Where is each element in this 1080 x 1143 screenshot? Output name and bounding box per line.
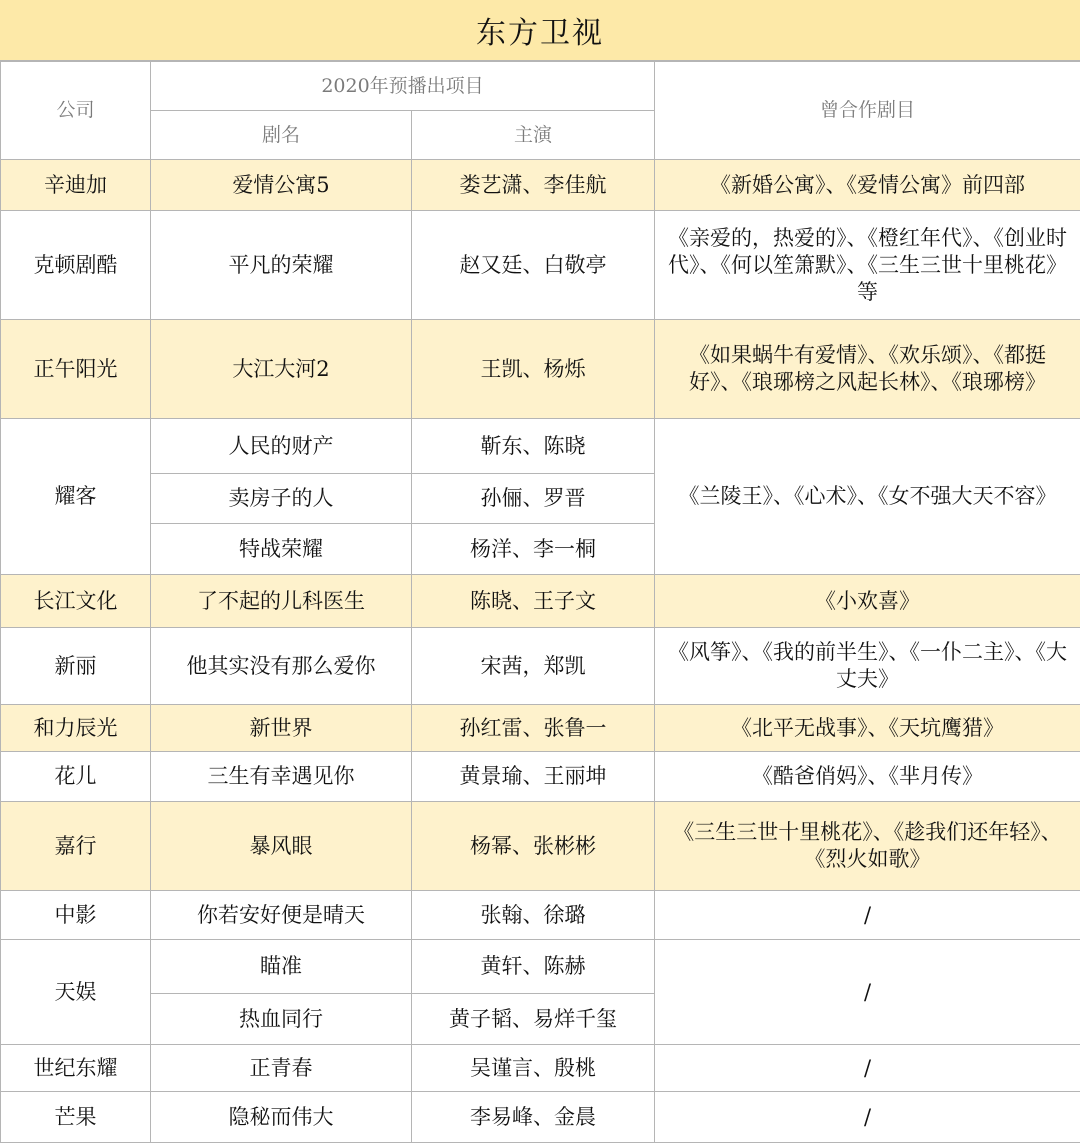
drama-table (0, 61, 1080, 1143)
drama-name-cell: 平凡的荣耀 (151, 211, 412, 320)
cast-cell: 张翰、徐璐 (412, 891, 655, 940)
company-cell: 世纪东耀 (1, 1045, 151, 1092)
cast-cell: 黄景瑜、王丽坤 (412, 752, 655, 802)
past-cooperation-cell: 《酷爸俏妈》、《芈月传》 (655, 752, 1080, 802)
cast-cell: 黄子韬、易烊千玺 (412, 994, 655, 1045)
drama-name-cell: 人民的财产 (151, 419, 412, 474)
cast-cell: 王凯、杨烁 (412, 320, 655, 419)
table-row (1, 575, 1080, 628)
table-row (1, 320, 1080, 419)
drama-name-cell: 特战荣耀 (151, 524, 412, 575)
cast-cell: 孙俪、罗晋 (412, 474, 655, 524)
company-cell: 天娱 (1, 940, 151, 1045)
past-cooperation-cell: / (655, 1045, 1080, 1092)
company-cell: 新丽 (1, 628, 151, 705)
header-projects-2020: 2020年预播出项目 (151, 62, 655, 111)
table-row (1, 705, 1080, 752)
table-row (1, 211, 1080, 320)
cast-cell: 吴谨言、殷桃 (412, 1045, 655, 1092)
table-row (1, 1092, 1080, 1143)
company-cell: 嘉行 (1, 802, 151, 891)
table-row (1, 1045, 1080, 1092)
company-cell: 克顿剧酷 (1, 211, 151, 320)
table-row (1, 802, 1080, 891)
cast-cell: 杨幂、张彬彬 (412, 802, 655, 891)
company-cell: 长江文化 (1, 575, 151, 628)
drama-name-cell: 正青春 (151, 1045, 412, 1092)
drama-name-cell: 你若安好便是晴天 (151, 891, 412, 940)
drama-name-cell: 大江大河2 (151, 320, 412, 419)
past-cooperation-cell: 《新婚公寓》、《爱情公寓》前四部 (655, 160, 1080, 211)
cast-cell: 杨洋、李一桐 (412, 524, 655, 575)
cast-cell: 孙红雷、张鲁一 (412, 705, 655, 752)
past-cooperation-cell: / (655, 1092, 1080, 1143)
company-cell: 花儿 (1, 752, 151, 802)
drama-name-cell: 卖房子的人 (151, 474, 412, 524)
past-cooperation-cell: 《亲爱的，热爱的》、《橙红年代》、《创业时代》、《何以笙箫默》、《三生三世十里桃花》等 (655, 211, 1080, 320)
past-cooperation-cell: / (655, 891, 1080, 940)
company-cell: 辛迪加 (1, 160, 151, 211)
past-cooperation-cell: / (655, 940, 1080, 1045)
company-cell: 中影 (1, 891, 151, 940)
cast-cell: 娄艺潇、李佳航 (412, 160, 655, 211)
cast-cell: 靳东、陈晓 (412, 419, 655, 474)
drama-name-cell: 暴风眼 (151, 802, 412, 891)
drama-name-cell: 瞄准 (151, 940, 412, 994)
past-cooperation-cell: 《如果蜗牛有爱情》、《欢乐颂》、《都挺好》、《琅琊榜之风起长林》、《琅琊榜》 (655, 320, 1080, 419)
past-cooperation-cell: 《小欢喜》 (655, 575, 1080, 628)
drama-name-cell: 他其实没有那么爱你 (151, 628, 412, 705)
table-row (1, 940, 1080, 994)
drama-name-cell: 了不起的儿科医生 (151, 575, 412, 628)
past-cooperation-cell: 《三生三世十里桃花》、《趁我们还年轻》、《烈火如歌》 (655, 802, 1080, 891)
cast-cell: 赵又廷、白敬亭 (412, 211, 655, 320)
cast-cell: 陈晓、王子文 (412, 575, 655, 628)
header-drama-name: 剧名 (151, 111, 412, 160)
cast-cell: 李易峰、金晨 (412, 1092, 655, 1143)
drama-name-cell: 隐秘而伟大 (151, 1092, 412, 1143)
table-title: 东方卫视 (0, 0, 1080, 61)
drama-name-cell: 热血同行 (151, 994, 412, 1045)
company-cell: 正午阳光 (1, 320, 151, 419)
header-company: 公司 (1, 62, 151, 160)
past-cooperation-cell: 《北平无战事》、《天坑鹰猎》 (655, 705, 1080, 752)
cast-cell: 宋茜，郑凯 (412, 628, 655, 705)
company-cell: 芒果 (1, 1092, 151, 1143)
table-row (1, 891, 1080, 940)
past-cooperation-cell: 《风筝》、《我的前半生》、《一仆二主》、《大丈夫》 (655, 628, 1080, 705)
table-row (1, 752, 1080, 802)
header-lead-actors: 主演 (412, 111, 655, 160)
header-past-cooperation: 曾合作剧目 (655, 62, 1080, 160)
drama-name-cell: 爱情公寓5 (151, 160, 412, 211)
table-row (1, 419, 1080, 474)
drama-name-cell: 三生有幸遇见你 (151, 752, 412, 802)
table-row (1, 628, 1080, 705)
company-cell: 耀客 (1, 419, 151, 575)
drama-name-cell: 新世界 (151, 705, 412, 752)
past-cooperation-cell: 《兰陵王》、《心术》、《女不强大天不容》 (655, 419, 1080, 575)
company-cell: 和力辰光 (1, 705, 151, 752)
table-row (1, 160, 1080, 211)
cast-cell: 黄轩、陈赫 (412, 940, 655, 994)
